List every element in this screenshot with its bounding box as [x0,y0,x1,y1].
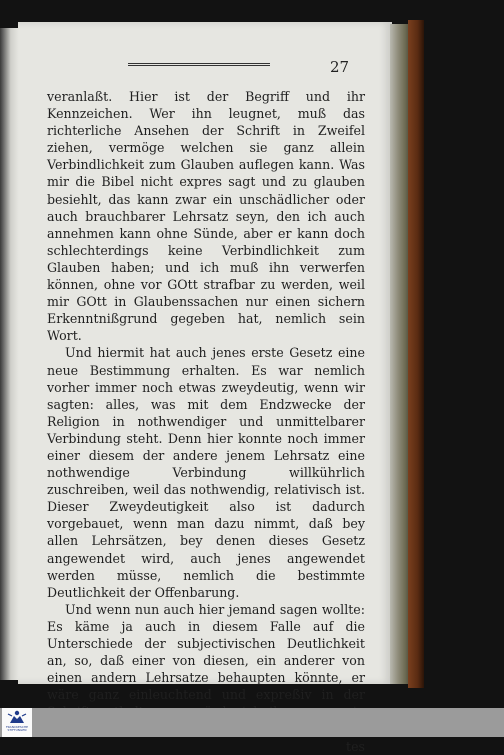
paragraph: Und wenn nun auch hier jemand sagen wollte: Es käme ja auch in diesem Falle auf die Unterschiede der subjectivischen Deutlichkeit an, so, daß einer von diesen, ein anderer von einen andern Lehrsatze behaupten könnte, er wäre ganz einleuchtend und expreßiv in der [47,601,365,703]
header-rule [128,63,270,66]
library-logo[interactable] [2,708,32,737]
catchword: tes [346,738,365,754]
body-text [47,88,365,755]
book-gutter [0,28,18,680]
paragraph: veranlaßt. Hier ist der Begriff und ihr Kennzeichen. Wer ihn leugnet, muß das richterliche Ansehen der Schrift in Zweifel ziehen, vermöge welchen sie ganz allein Verbindlichkeit zum Glauben auflegen kann. Was mir die Bibel nicht expres sagt und zu glauben besiehlt, das kann zwar ein unschädlicher oder auch brauchbarer Lehrsatz seyn, den ich auch annehmen kann ohne Sünde, aber er kann doch schlechterdings keine Verbindlichkeit zum Glauben haben; und ich muß ihn verwerfen können, ohne vor GOtt strafbar zu werden, weil mir GOtt in Glaubenssachen nur einen sichern Erkenntnißgrund gegeben hat, nemlich sein Wort. [47,89,365,344]
book-cover-edge [408,20,424,688]
logo-text: FRANCKESCHE STIFTUNGEN [5,725,29,732]
page-number: 27 [330,58,350,76]
viewer-footer-bar [0,708,504,737]
institution-logo-icon [6,710,28,724]
paragraph: Und hiermit hat auch jenes erste Gesetz eine neue Bestimmung erhalten. Es war nemlich vorher immer noch etwas zweydeutig, wenn wir sagten: alles, was mit dem Endzwecke der Religion in nothwendiger und unmittelbarer Verbindung steht. Denn hier konnte noch immer einer diesem der andere jenem Lehrsatz eine nothwendige Verbindung willkührlich zuschreiben, weil das nothwendig, relativisch ist. Dieser Zweydeutigkeit also ist dadurch vorgebauet, wenn man dazu nimmt, daß bey allen Lehrsätzen, bey denen dieses Gesetz angewendet wird, auch jenes angewendet werden müsse, nemlich die bestimmte Deutlichkeit der Offenbarung. [47,345,365,600]
